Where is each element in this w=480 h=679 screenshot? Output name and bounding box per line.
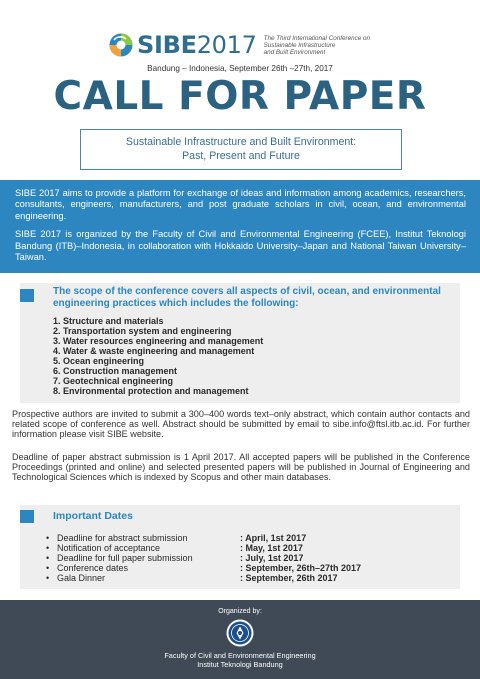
date-row [46, 553, 361, 563]
date-value: : April, 1st 2017 [240, 533, 307, 543]
scope-item: 2. Transportation system and engineering [53, 326, 232, 336]
intro-paragraph-2: SIBE 2017 is organized by the Faculty of Civil and Environmental Engineering (FCEE), Institut Teknologi Bandung (ITB)–Indonesia, in collaboration with Hokkaido University–Japan and National Taiwan University–Taiwan. [15, 229, 466, 263]
itb-seal-icon [226, 619, 254, 647]
scope-title: The scope of the conference covers all aspects of civil, ocean, and environmental engineering practices which includes the following: [53, 286, 441, 309]
date-value: : September, 26th 2017 [240, 573, 338, 583]
date-label: Gala Dinner [57, 573, 106, 583]
logo-sibe-text: SIBE [137, 31, 197, 59]
institution-line-2: Institut Teknologi Bandung [197, 660, 283, 669]
sibe-logo [108, 30, 374, 60]
theme-box [80, 129, 402, 170]
logo-wordmark [137, 31, 257, 59]
footer [0, 600, 480, 679]
bullet-icon: • [46, 533, 50, 543]
section-marker-icon [20, 289, 34, 302]
header [0, 0, 480, 180]
date-label: Deadline for full paper submission [57, 553, 193, 563]
date-row [46, 533, 361, 543]
important-dates-section [20, 505, 460, 589]
institution-line-1: Faculty of Civil and Environmental Engineering [164, 651, 316, 660]
date-label: Conference dates [57, 563, 129, 573]
scope-item: 1. Structure and materials [53, 316, 164, 326]
scope-item: 5. Ocean engineering [53, 356, 145, 366]
scope-item: 6. Construction management [53, 366, 178, 376]
important-dates-title: Important Dates [53, 510, 133, 522]
logo-tagline-line-3: and Built Environment [263, 48, 326, 56]
scope-item: 7. Geotechnical engineering [53, 376, 174, 386]
bullet-icon: • [46, 573, 50, 583]
date-value: : September, 26th–27th 2017 [240, 563, 362, 573]
scope-item: 4. Water & waste engineering and management [53, 346, 255, 356]
date-row [46, 563, 361, 573]
theme-line-2: Past, Present and Future [182, 150, 300, 162]
logo-tagline-line-1: The Third International Conference on [263, 34, 371, 42]
date-value: : July, 1st 2017 [240, 553, 304, 563]
scope-item: 8. Environmental protection and management [53, 386, 249, 396]
date-value: : May, 1st 2017 [240, 543, 303, 553]
date-label: Notification of acceptance [57, 543, 161, 553]
logo-tagline-line-2: Sustainable Infrastructure [263, 41, 336, 49]
organized-by-label: Organized by: [218, 608, 262, 615]
bullet-icon: • [46, 543, 50, 553]
venue-dates: Bandung – Indonesia, September 26th –27th, 2017 [147, 64, 333, 73]
date-row [46, 543, 361, 553]
bullet-icon: • [46, 553, 50, 563]
date-label: Deadline for abstract submission [57, 533, 188, 543]
intro-paragraph-1: SIBE 2017 aims to provide a platform for exchange of ideas and information among academics, researchers, consultants, engineers, manufacturers, and post graduate scholars in civil, ocean, and environmental engineering. [15, 188, 466, 221]
logo-year-text: 2017 [196, 31, 257, 59]
bullet-icon: • [46, 563, 50, 573]
sibe-logo-icon [108, 32, 134, 58]
scope-section [20, 283, 460, 403]
logo-tagline [264, 35, 374, 56]
scope-item: 3. Water resources engineering and management [53, 336, 264, 346]
theme-line-1: Sustainable Infrastructure and Built Environment: [125, 136, 357, 148]
important-dates-list [46, 533, 361, 583]
submission-paragraph: Prospective authors are invited to submit a 300–400 words text–only abstract, which contain author contacts and related scope of conference as well. Abstract should be submitted by email to sibe.info@ftsl.itb.ac.id. For further information please visit SIBE website. [12, 409, 470, 440]
date-row [46, 573, 361, 583]
deadline-paragraph: Deadline of paper abstract submission is 1 April 2017. All accepted papers will be published in the Conference Proceedings (printed and online) and selected presented papers will be published in Journal of Engineering and Technological Sciences which is indexed by Scopus and other main databases. [12, 452, 470, 483]
scope-list [53, 316, 263, 396]
intro-band [0, 180, 480, 273]
section-marker-icon [20, 510, 34, 523]
page-title: CALL FOR PAPER [53, 74, 427, 119]
